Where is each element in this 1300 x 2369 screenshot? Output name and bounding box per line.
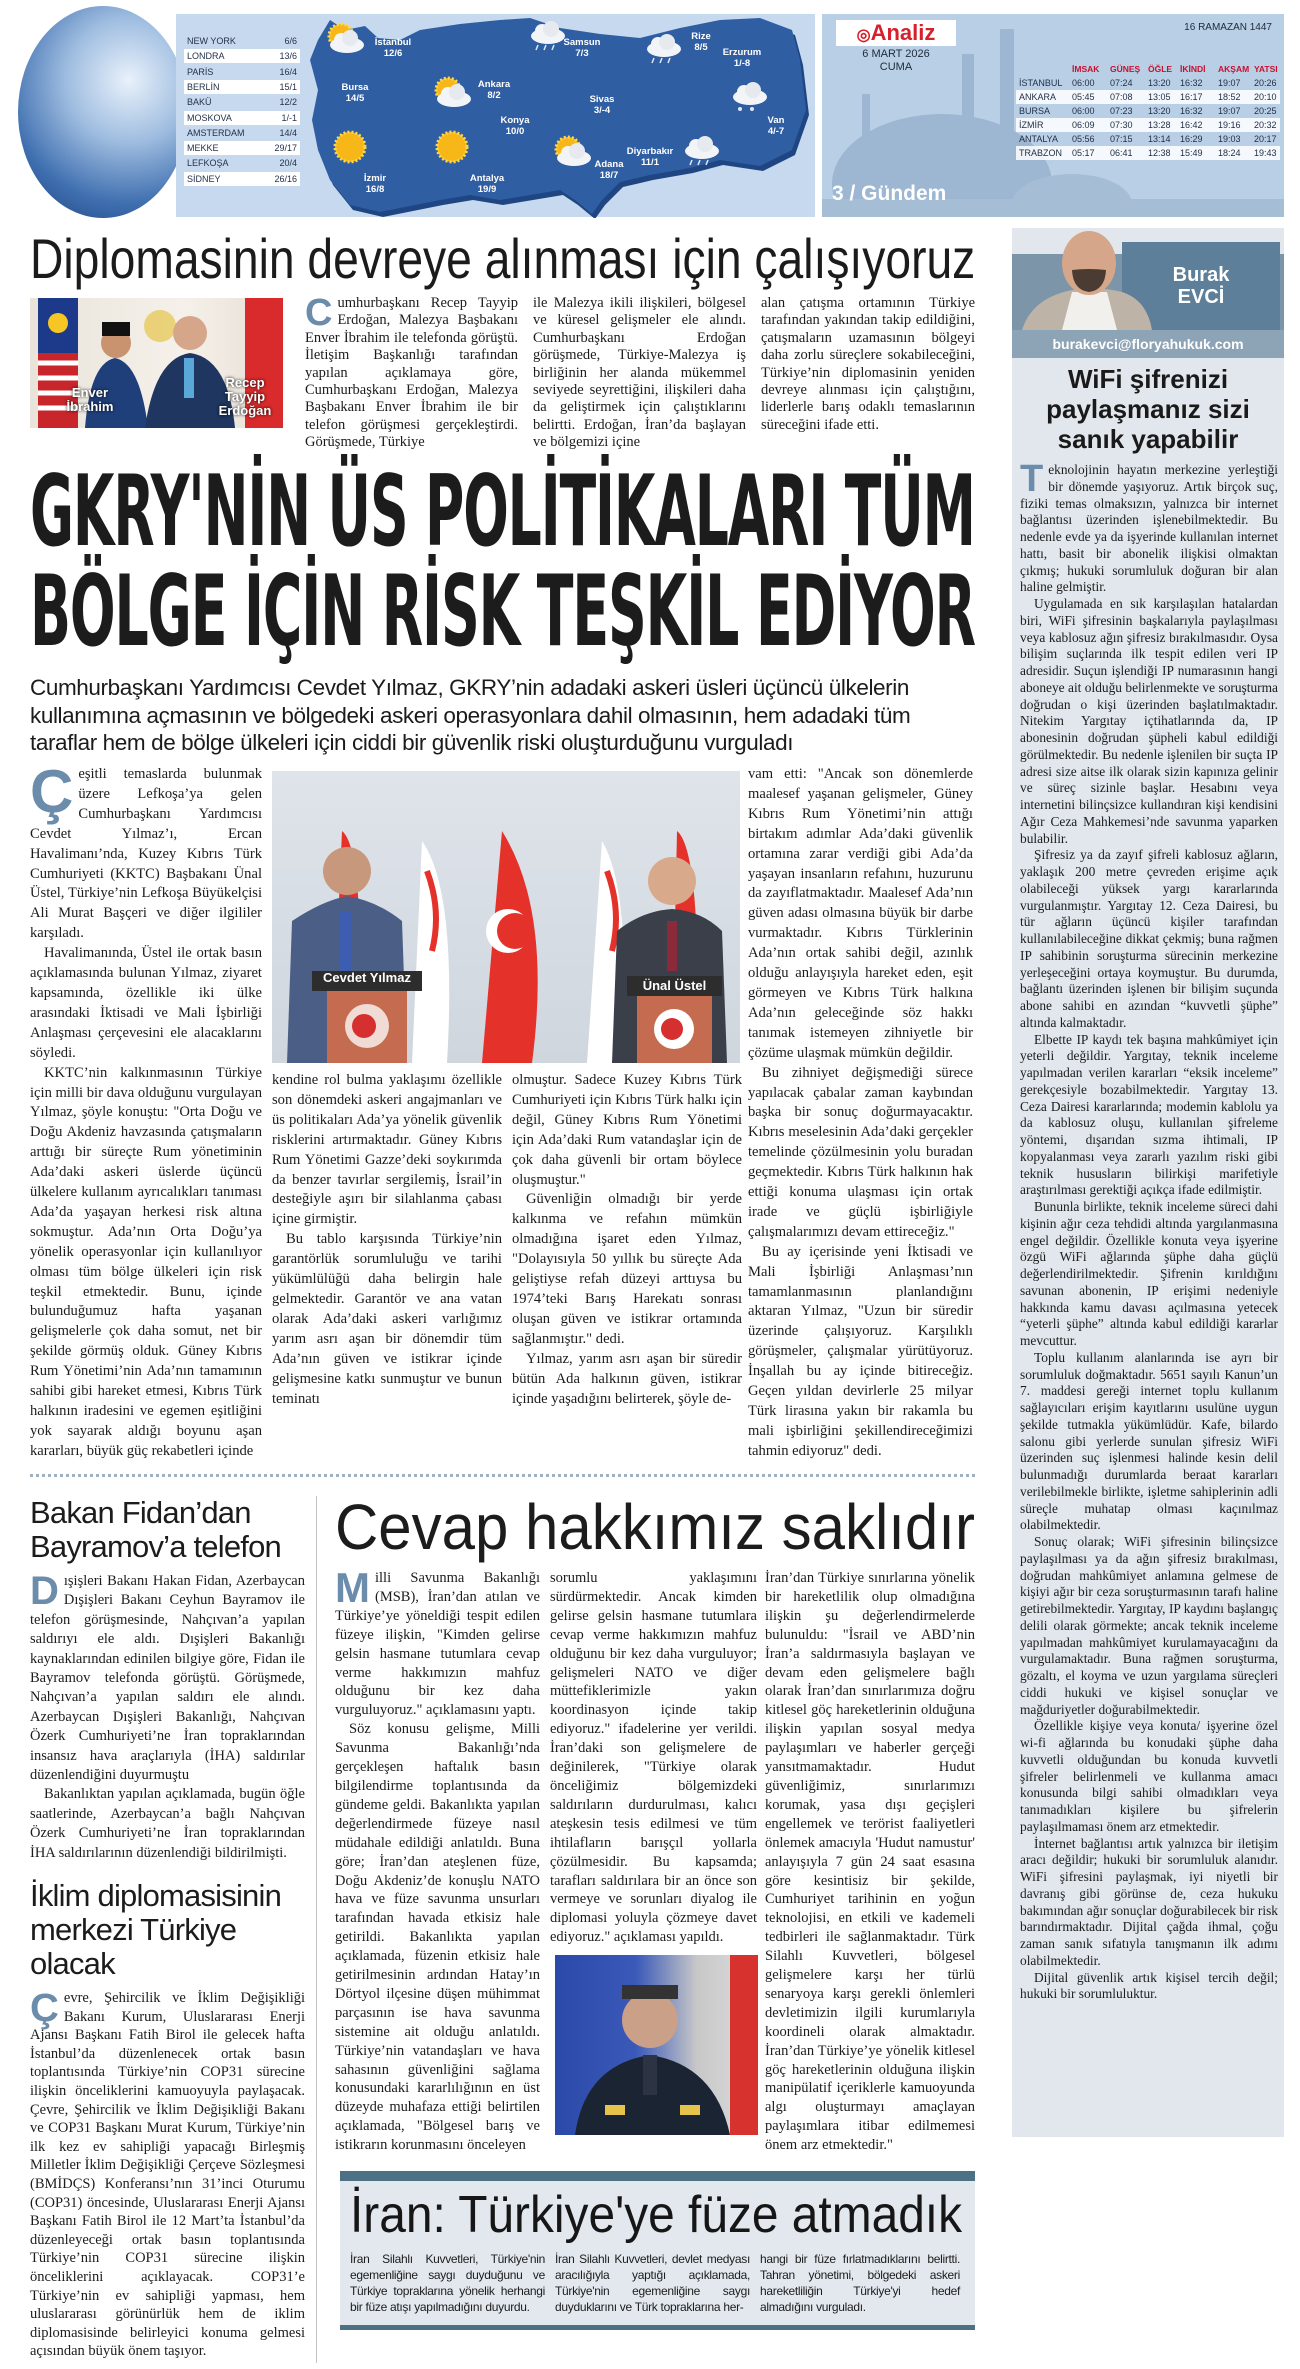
paragraph: Dijital güvenlik artık kişisel tercih değil; hukuki bir sorumluluktur. [1020,1969,1278,2002]
drop-cap: Ç [30,758,74,825]
prayer-row [1016,118,1280,132]
paragraph: Söz konusu gelişme, Milli Savunma Bakanlığı’nda gerçekleşen haftalık basın bilgilendirme toplantısında da gündeme geldi. Bakanlıkta yapılan değerlendirmede füzeye nasıl müdahale edildiği anlatıldı. Buna göre; İran’dan ateşlenen füze, Doğu Akdeniz’de konuşlu NATO hava ve füze savunma unsurları tarafından havada etkisiz hale getirildi. Bakanlıkta yapılan açıklamada, füzenin etkisiz hale getirilmesinin ardından Hatay’ın Dörtyol ilçesine düşen mühimmat parçasının ise hava savunma sistemine ait olduğu anlatıldı. Türkiye’nin vatandaşları ve hava sahasının güvenliğini sağlama konusundaki kararlılığının en üst düzeyde muhafaza ettiği belirtilen açıklamada, "Bölgesel barış ve istikrarın korunmasını önceleyen [335,1721,540,2154]
city-name: İSTANBUL [1019,78,1063,88]
paragraph: Özellikle kişiye veya konuta/ işyerine özel wi-fi ağlarında bu konudaki şüphe daha kuvvetli olduğundan bu konuda kuvvetli şifreler belirlenmeli ve kullanma amacı konusunda bilgi sahibi olmadıkları veya tanımadıkları kişilere bu şifrelerin paylaşılmaması önem arz etmektedir. [1020,1718,1278,1834]
temperature: 8/5 [694,42,708,53]
response-story-column-2 [550,1569,757,1947]
paragraph: Bakanlıktan yapılan açıklamada, bugün öğle saatlerinde, Azerbaycan’a bağlı Nahçıvan Özerk Cumhuriyeti’ne İran topraklarından İHA saldırılarının düzenlendiği bildirilmişti. [30,1786,305,1861]
city-name: İstanbul [374,37,412,48]
photo-caption-cevdet-yilmaz: Cevdet Yılmaz [323,970,411,985]
map-city-label [457,173,517,195]
paragraph: Bu tablo karşısında Türkiye’nin garantörlük sorumluluğu ve tarihi yükümlülüğü daha belirgin hale gelmektedir. Garantör ve ana vatan olarak Ada’daki askeri varlığımız yarım asrı aşan bir dönemdir tüm Ada’nın güven ve istikrar içinde gelişmesine katkı sunmuştur ve bunun teminatı [272,1231,502,1407]
map-city-label [325,82,385,104]
city-name: Bursa [341,82,369,93]
paragraph: İran’dan Türkiye sınırlarına yönelik bir hareketlilik olup olmadığına ilişkin şu değerlendirmelerde bulunuldu: "İsrail ve ABD’nin İran’a saldırmasıyla başlayan ve devam eden gelişmelere bağlı olarak İran’dan sınırlarımıza doğru kitlesel göç hareketlerinin olduğuna ilişkin yapılan sosyal medya paylaşımları ve haberler gerçeği yansıtmamaktadır. Hudut güvenliğimiz, sınırlarımızı korumak, yasa dışı geçişleri engellemek ve terörist faaliyetleri önlemek amacıyla 'Hudut namustur' anlayışıyla 7 gün 24 saat esasına göre kesintisiz bir şekilde, Cumhuriyet tarihinin en yoğun teknolojisi, en etkili ve kademeli tedbirleri ile sağlanmaktadır. Türk Silahlı Kuvvetleri, bölgesel gelişmelere karşı her türlü senaryoya karşı gerekli önlemleri devletimizin ilgili kurumlarıyla koordineli olarak almaktadır. İran’dan Türkiye’ye yönelik kitlesel göç hareketlerinin olduğuna ilişkin manipülatif içeriklerle kamuoyunda algı oluşturmayı amaçlayan paylaşımlara itibar edilmemesi önem arz etmektedir." [765,1570,975,2154]
iran-story-column-3 [760,2251,960,2315]
map-city-label [464,79,524,101]
temperature: 1/-1 [281,112,297,123]
temperature: 15/1 [279,81,297,92]
main-story-column-3 [512,1071,742,1409]
city-name: MEKKE [187,143,219,154]
city-name: TRABZON [1019,148,1063,158]
column-title: WiFi şifrenizi paylaşmanız sizi sanık yapabilir [1046,364,1250,454]
paragraph: Bununla birlikte, teknik inceleme süreci dahi kişinin ağır ceza tehdidi altında yargılanmasına engel değildir. Özellikle konuta veya işyerine özgü WiFi ağlarında şüphe daha güçlü değerlendirilmektedir. Şifrenin kırıldığını savunan abonenin, IP erişimi nedeniyle hakkında kamu davası açılmasına yetecek “yeterli şüphe” altında kabul edildiği kararlar mevcuttur. [1020,1199,1278,1348]
logo-swirl-icon: ◎ [856,27,871,44]
drop-cap: D [30,1569,59,1613]
paragraph: İran Silahlı Kuvvetleri, Türkiye'nin egemenliğine saygı duyduğunu ve Türkiye topraklarına yönelik herhangi bir füze atışı yapılmadığını duyurdu. [350,2252,545,2314]
map-city-label [345,173,405,195]
temperature: 19/9 [477,184,497,195]
prayer-time: 06:41 [1110,148,1133,158]
prayer-header: İKİNDİ [1180,64,1206,74]
city-name: MOSKOVA [187,112,232,123]
prayer-row [1016,104,1280,118]
city-name: ANKARA [1019,92,1057,102]
prayer-time: 06:09 [1072,120,1095,130]
paragraph: Güvenliğin olmadığı bir yerde kalkınma ve refahın mümkün olmadığına işaret eden Yılmaz, "Dolayısıyla 50 yıllık bu süreçte Ada geliştiyse refah düzeyi arttıysa bu 1974’teki Barış Harekatı sonrası oluşan güven ve istikrar ortamında sağlanmıştır." dedi. [512,1191,742,1347]
main-story-column-2 [272,1071,502,1409]
fidan-story-headline: Bakan Fidan’dan Bayramov’a telefon [30,1495,281,1564]
paragraph: Havalimanında, Üstel ile ortak basın açıklamasında bulunan Yılmaz, ziyaret kapsamında, özellikle iki ülke arasındaki İktisadi ve Mali İşbirliği Anlaşması çerçevesini ele alacaklarını söyledi. [30,945,262,1061]
paragraph: Bu ay içerisinde yeni İktisadi ve Mali İşbirliği Anlaşması’nın tamamlanmasının planlandığını aktaran Yılmaz, "Uzun bir süredir üzerinde çalışıyoruz. Karşılıklı görüşmeler, çalışmalar yürütüyoruz. İnşallah bu ay içinde bitireceğiz. Geçen yıldan devirlerle 25 milyar Türk lirasına yakın bir rakamla bu mali işbirliğini şekillendireceğimizi tahmin ediyoruz" dedi. [748,1243,973,1459]
city-name: İzmir [363,173,387,184]
prayer-time: 20:26 [1254,78,1277,88]
map-city-label [485,115,545,137]
prayer-time: 16:32 [1180,78,1203,88]
city-name: PARİS [187,66,214,77]
drop-cap: T [1020,458,1044,500]
temperature: 18/7 [599,170,619,181]
paragraph: İnternet bağlantısı artık yalnızca bir iletişim aracı değildir; hukuki bir sorumluluk alanıdır. WiFi şifresini paylaşmak, iyi niyetli bir davranış gibi görünse de, ceza hukuku bakımından ağır sonuçlar doğurabilecek bir risk barındırmaktadır. Dijital çağda ihmal, çoğu zaman sanık sıfatıyla tanışmanın ilk adımı olabilmektedir. [1020,1835,1278,1968]
main-headline-line-1: GKRY'NİN ÜS POLİTİKALARI TÜM [30,455,975,569]
city-name: Konya [500,115,530,126]
section-label: 3 / Gündem [832,182,947,205]
prayer-time: 05:56 [1072,134,1095,144]
city-name: Rize [691,31,711,42]
photo-caption-enver-ibrahim: Enver İbrahim [66,385,114,414]
main-headline-line-2-box [30,555,975,669]
temperature: 8/2 [487,90,501,101]
prayer-time: 18:24 [1218,148,1241,158]
paragraph: evre, Şehircilik ve İklim Değişikliği Bakanı Kurum, Uluslararası Enerji Ajansı Başkanı Fatih Birol ile gelecek hafta İstanbul’da düzenlenecek ortak basın toplantısında Türkiye’nin COP31 sürecine ilişkin önceliklerini kamuoyuyla paylaşacak. Çevre, Şehircilik ve İklim Değişikliği Bakanı ve COP31 Başkanı Murat Kurum, Türkiye’nin ilk kez ev sahipliği yapacağı Birleşmiş Milletler İklim Değişikliği Çerçeve Sözleşmesi (BMİDÇS) Konferansı’nın 31’inci Oturumu (COP31) öncesinde, Uluslararası Enerji Ajansı Başkanı Fatih Birol ile 12 Mart’ta İstanbul’da düzenleyeceği ortak basın toplantısında Türkiye’nin COP31 sürecine ilişkin önceliklerini açıklayacak. COP31’e Türkiye’nin ev sahipliği yapması, hem uluslararası görünürlük hem de iklim diplomasisinde belirleyici konuma gelmesi açısından büyük önem taşıyor. [30,1990,305,2360]
photo-caption-erdogan: Recep Tayyip Erdoğan [218,375,272,418]
prayer-time: 07:23 [1110,106,1133,116]
main-story-column-4 [748,765,973,1462]
climate-story-headline: İklim diplomasisinin merkezi Türkiye olacak [30,1878,282,1981]
msb-spokesman-photo-art [555,1955,758,2135]
paragraph: Sonuç olarak; WiFi şifresinin bilinçsizce paylaşılması ya da ağın şifresiz bırakılması, doğrudan mahkûmiyet anlamına gelmese de kişiyi ağır bir ceza soruşturmasının tarafı haline getirebilmektedir. Yargıtay, IP kaydını başlangıç delili olarak görmekte; ancak teknik inceleme yapılmadan mahkûmiyet kurulamayacağını da vurgulamaktadır. Buna rağmen soruşturma, gözaltı, el koyma ve uzun yargılama süreçleri ciddi hukuki ve kişisel sonuçlar ve mağduriyetler doğurabilmektedir. [1020,1534,1278,1717]
temperature: 14/4 [279,127,297,138]
prayer-time: 16:29 [1180,134,1203,144]
city-name: Samsun [563,37,601,48]
city-name: NEW YORK [187,36,236,46]
prayer-header-row [1016,62,1280,76]
prayer-header: AKŞAM [1218,64,1250,74]
prayer-time: 19:07 [1218,78,1241,88]
temperature: 7/3 [575,48,589,59]
paragraph: Bu zihniyet değişmediği sürece yapılacak çabalar zaman kaybından başka bir sonuç doğurmayacaktır. Kıbrıs meselesinin Ada’daki gerçekler temelinde çözülmesinin yolu buradan geçmektedir. Kıbrıs Türk halkının hak ettiği konuma ulaşması için ortak irade ve güçlü işbirliğiyle çalışmalarımızı devam ettireceğiz." [748,1064,973,1240]
response-story-headline-box [335,1492,975,1562]
temperature: 16/8 [365,184,385,195]
weather-prayer-header [0,0,1300,218]
city-name: BAKÜ [187,97,212,108]
prayer-row [1016,76,1280,90]
paragraph: Yılmaz, yarım asrı aşan bir süredir bütün Ada halkının güven, istikrar içinde yaşadığını belirterek, şöyle de- [512,1350,742,1407]
section-divider [30,1474,975,1477]
city-name: Diyarbakır [626,146,674,157]
top-story-column-3 [761,295,975,434]
top-story-column-2 [533,295,746,452]
paragraph: ile Malezya ikili ilişkileri, bölgesel ve küresel gelişmeler ele alındı. Cumhurbaşkanı Erdoğan görüşmede, Türkiye-Malezya iş birliğinin her alanda mükemmel seviyede seyrettiğini, ilişkileri daha da geliştirmek için çalıştıklarını belirtti. Erdoğan, İran’da başlayan ve bölgemizi içine [533,295,746,451]
top-story-photo [30,298,283,428]
column-body [1020,458,1278,2003]
drop-cap: C [305,292,333,334]
hijri-date: 16 RAMAZAN 1447 [1184,22,1272,33]
iran-story-headline-box [350,2185,962,2245]
prayer-time: 20:32 [1254,120,1277,130]
temperature: 11/1 [641,157,659,168]
prayer-header: GÜNEŞ [1110,64,1141,74]
prayer-time: 05:17 [1072,148,1095,158]
author-portrait [1017,228,1152,330]
prayer-row [1016,146,1280,160]
paragraph: illi Savunma Bakanlığı (MSB), İran’dan atılan ve Türkiye’ye yöneldiği tespit edilen füzeye ilişkin, "Kimden gelirse gelsin hasmane tutumlara cevap verme hakkımızın mahfuz olduğunu bir kez daha vurguluyoruz." açıklamasını yaptı. [335,1570,540,1719]
paragraph: Uygulamada en sık karşılaşılan hatalardan biri, WiFi şifresinin başkalarıyla paylaşılması veya kablosuz ağın şifresiz bırakılmasıdır. Oysa bilişim suçlarında ilk tespit edilen veri IP adresidir. Suçun işlendiği IP numarasının hangi aboneye ait olduğu belirlenmekte ve soruşturma doğrudan o kişi üzerinden başlatılmaktadır. Nitekim Yargıtay içtihatlarında da, IP abonesinin doğrudan şüpheli kabul edildiği görülmektedir. Bu nedenle işlenilen bir suçta IP adresi size aitse ilk olarak sizin kapınıza gelinir ve süreç sizinle başlar. Hesabını veya internetini bilinçsizce kullandıran kişi kendisini Ağır Ceza Mahkemesi’nde savunma yaparken bulabilir. [1020,596,1278,846]
prayer-times-panel [822,14,1284,217]
prayer-time: 13:28 [1148,120,1171,130]
city-name: AMSTERDAM [187,127,245,138]
snow-weather-icon [726,73,770,113]
paragraph: sorumlu yaklaşımını sürdürmektedir. Ancak kimden gelirse gelsin hasmane tutumlara cevap verme hakkımızın mahfuz olduğunu bir kez daha vurguluyor; gelişmeleri NATO ve diğer müttefiklerimizle yakın koordinasyon içinde takip ediyoruz." ifadelerine yer verildi. İran’daki son gelişmelere de değinilerek, "Türkiye olarak önceliğimiz bölgemizdeki saldırıların durdurulması, kalıcı ateşkesin tesis edilmesi ve tüm ihtilafların barışçıl yollarla çözülmesidir. Bu kapsamda; tarafları saldırılara bir an önce son vermeye ve sorunları diyalog ile diplomasi yoluyla çözmeye davet ediyoruz." açıklaması yapıldı. [550,1570,757,1946]
prayer-header: ÖĞLE [1148,64,1173,74]
prayer-time: 15:49 [1180,148,1203,158]
prayer-time: 07:08 [1110,92,1133,102]
prayer-time: 07:15 [1110,134,1133,144]
prayer-time: 20:25 [1254,106,1277,116]
main-headline-line-2: BÖLGE İÇİN RİSK TEŞKİL EDİYOR [30,555,975,669]
map-city-label [746,115,806,137]
temperature: 1/-8 [733,58,751,69]
prayer-time: 07:30 [1110,120,1133,130]
city-name: SİDNEY [187,173,221,184]
prayer-time: 16:32 [1180,106,1203,116]
prayer-time: 07:24 [1110,78,1133,88]
logo-text: Analiz [870,20,936,45]
fidan-story-body [30,1569,305,1863]
prayer-time: 05:45 [1072,92,1095,102]
top-story-headline: Diplomasinin devreye alınması için çalışıyoruz [30,227,976,290]
paragraph: eknolojinin hayatın merkezine yerleştiği bir dönemde yaşıyoruz. Artık birçok suç, fiziki temas olmaksızın, yalnızca bir internet bağlantısı üzerinden işlenebilmektedir. Bu nedenle evde ya da işyerinde kullanılan internet hattı, basit bir abonelik ilişkisi olmaktan çıkmış; hukuki sorumluluk doğuran bir alan haline gelmiştir. [1020,462,1278,595]
city-name: Antalya [469,173,505,184]
rain-weather-icon [678,127,722,167]
iran-story-headline: İran: Türkiye'ye füze atmadık [350,2186,963,2244]
temperature: 4/-7 [767,126,785,137]
prayer-time: 19:03 [1218,134,1241,144]
paragraph: umhurbaşkanı Recep Tayyip Erdoğan, Malezya Başbakanı Enver İbrahim ile telefonda görüştü. İletişim Başkanlığı tarafından yapılan açıklamaya göre, Cumhurbaşkanı Erdoğan, Malezya Başbakanı Enver İbrahim ile bir telefon görüşmesi gerçekleştirdi. Görüşmede, Türkiye [305,295,518,451]
temperature: 29/17 [274,143,297,154]
prayer-row [1016,90,1280,104]
temperature: 13/6 [279,51,297,62]
paragraph: kendine rol bulma yaklaşımı özellikle son dönemdeki askeri angajmanları ve üs politikaları Ada’ya yönelik güvenlik risklerini artırmaktadır. Güney Kıbrıs Rum Yönetimi Gazze’deki soykırımda da benzer tavırlar sergilemiş, İsrail’in desteğiyle aşırı bir silahlanma çabası içine girmiştir. [272,1072,502,1228]
prayer-time: 13:05 [1148,92,1171,102]
city-name: Van [767,115,785,126]
top-story-headline-box [30,228,975,290]
map-city-label [712,47,772,69]
prayer-time: 20:17 [1254,134,1277,144]
iran-story-column-2 [555,2251,750,2315]
prayer-time: 06:00 [1072,78,1095,88]
city-name: BURSA [1019,106,1051,116]
city-name: ANTALYA [1019,134,1059,144]
city-name: Adana [594,159,624,170]
paragraph: Toplu kullanım alanlarında ise ayrı bir sorumluluk doğmaktadır. 5651 sayılı Kanun’un 7. maddesi gereği internet toplu kullanım sağlayıcıları erişim kayıtlarını usulüne uygun şekilde tutmakla yükümlüdür. Kafe, bilardo salonu gibi yerlerde sunulan şifresiz WiFi üzerinden suç işlenmesi halinde kesin delil bulunmadığı durumlarda beraat kararları verilebilmekle birlikte, işletme sahiplerinin adli süreçle muhatap olması kaçınılmaz olabilmektedir. [1020,1349,1278,1533]
prayer-header: YATSI [1254,64,1278,74]
city-name: BERLİN [187,81,220,92]
paragraph: olmuştur. Sadece Kuzey Kıbrıs Türk Cumhuriyeti için Kıbrıs Türk halkı için değil, Güney Kıbrıs Rum Yönetimi için Ada’daki Rum vatandaşlar için de çok daha güvenli bir ortam böylece oluşmuştur." [512,1072,742,1188]
prayer-time: 19:43 [1254,148,1277,158]
prayer-time: 12:38 [1148,148,1171,158]
main-story-photo [272,771,740,1063]
city-name: Erzurum [722,47,762,58]
prayer-time: 19:07 [1218,106,1241,116]
iran-story-box [340,2171,975,2330]
temperature: 3/-4 [593,105,611,116]
sun-weather-icon [430,127,474,167]
prayer-time: 13:20 [1148,78,1171,88]
prayer-time: 13:14 [1148,134,1171,144]
iran-story-column-1 [350,2251,545,2315]
paragraph: hangi bir füze fırlatmadıklarını belirtti. Tahran yönetimi, bölgedeki askeri hareketliliğin Türkiye'yi hedef almadığını vurguladı. [760,2252,960,2314]
paragraph: vam etti: "Ancak son dönemlerde maalesef yaşanan gelişmeler, Güney Kıbrıs Rum Yönetimi’nin attığı birtakım adımlar Ada’daki güvenlik ortamına zarar verdiği gibi Ada’da yaşayan insanların refahını, huzurunu da zayıflatmaktadır. Maalesef Ada’nın güven adası olmasına büyük bir darbe vurmaktadır. Kıbrıs Türklerinin Ada’nın ortak sahibi değil, azınlık olduğu anlayışıyla hareket eden, eşit görmeyen ve Kıbrıs Türk halkına Ada’nın geleceğinde söz hakkı tanımak istemeyen zihniyetle bir çözüme ulaşmak mümkün değildir. [748,766,973,1061]
sun-weather-icon [328,127,372,167]
prayer-row [1016,132,1280,146]
column-divider [316,1496,317,2363]
partly-cloudy-weather-icon [323,21,367,61]
map-city-label [363,37,423,59]
author-email[interactable]: burakevci@floryahukuk.com [1012,330,1284,358]
paragraph: Elbette IP kaydı tek başına mahkûmiyet için yeterli değildir. Yargıtay, teknik inceleme yapılmadan verilen kararları “eksik inceleme” gerekçesiyle bozabilmektedir. Yargıtay 13. Ceza Dairesi kararlarında; modemin kablolu ya da kablosuz oluşu, kullanılan şifreleme yöntemi, dışarıdan sızma ihtimali, IP kopyalanması veya zararlı yazılım riski gibi teknik hususların bilirkişi marifetiyle araştırılması gerektiği açıkça ifade edilmiştir. [1020,1031,1278,1198]
prayer-time: 16:17 [1180,92,1203,102]
temperature: 6/6 [284,36,297,46]
prayer-header: İMSAK [1072,64,1100,74]
paragraph: İran Silahlı Kuvvetleri, devlet medyası aracılığıyla yaptığı açıklamada, Türkiye'nin egemenliğine saygı duyduklarını ve Türk topraklarına her- [555,2252,750,2314]
temperature: 20/4 [279,158,297,169]
analiz-logo [836,20,956,46]
paragraph: KKTC’nin kalkınmasının Türkiye için milli bir dava olduğunu vurgulayan Yılmaz, şöyle konuştu: "Orta Doğu ve Doğu Akdeniz havzasında çatışmaların arttığı bir süreçte Rum yönetiminin Ada’daki askeri üslerde üçüncü ülkelere kullanım ayrıcalıkları tanıması Ada’da yaşayan herkesi risk altına sokmuştur. Ada’nın Orta Doğu’ya yönelik operasyonlar için kullanılıyor olması tüm bölge ülkeleri için risk teşkil etmektedir. Bunu, içinde bulunduğumuz hafta yaşanan gelişmelerle çok daha somut, net bir şekilde görmüş olduk. Güney Kıbrıs Rum Yönetimi’nin Ada’nın tamamının sahibi gibi hareket etmesi, Kıbrıs Türk halkının iradesini ve egemen eşitliğini yok sayarak aldığı boyunu aşan kararları, büyük güç rekabetleri içinde [30,1064,262,1459]
temperature: 16/4 [279,66,297,77]
prayer-time: 19:16 [1218,120,1241,130]
prayer-time: 16:42 [1180,120,1203,130]
author-last-name: EVCİ [1177,286,1225,308]
paragraph: alan çatışma ortamının Türkiye tarafından yakından takip edildiğini, çatışmaların uzamasının bölgeyi daha zorlu süreçlere sokabileceğini, Türkiye’nin diplomasinin yeniden devreye alınması için çalıştığını, liderlerle barış odaklı temaslarının süreceğini ifade etti. [761,295,975,433]
temperature: 10/0 [505,126,525,137]
map-city-label [579,159,639,181]
top-story-column-1 [305,292,518,452]
map-city-label [552,37,612,59]
prayer-time: 06:00 [1072,106,1095,116]
city-name: LONDRA [187,51,225,62]
paragraph: ışişleri Bakanı Hakan Fidan, Azerbaycan Dışişleri Bakanı Ceyhun Bayramov ile telefon görüşmesinde, Nahçıvan’a yapılan saldırıyı ele aldı. Dışişleri Bakanlığı kaynaklarından edinilen bilgiye göre, Fidan ile Bayramov telefonda görüştü. Görüşmede, Nahçıvan’a yapılan saldırı ele alındı. Azerbaycan Dışişleri Bakanlığı, Nahçıvan Özerk Cumhuriyeti’ne İran topraklarından insansız hava araçlarıyla (İHA) saldırılar düzenlendiğini duyurmuştu [30,1573,305,1784]
map-city-label [572,94,632,116]
author-first-name: Burak [1172,264,1230,286]
prayer-time: 13:20 [1148,106,1171,116]
city-name: İZMİR [1019,120,1044,130]
main-story-deck: Cumhurbaşkanı Yardımcısı Cevdet Yılmaz, GKRY’nin adadaki askeri üsleri üçüncü ülkelerin kullanımına açmasının ve bölgedeki askeri operasyonlara dahil olmasının, hem adadaki tüm taraflar hem de bölge ülkeleri için ciddi bir güvenlik riski oluşturduğunu vurguladı [30,675,911,755]
main-story-column-1 [30,758,262,1462]
paragraph: Şifresiz ya da zayıf şifreli kablosuz ağların, yaklaşık 200 metre çevreden erişime açık olabileceği yüksek yargı kararlarında vurgulanmıştır. Yargıtay 12. Ceza Dairesi, bu tür ağların üçüncü kişiler tarafından kullanılabileceğine dikkat çekmiş; buna rağmen IP sahibinin soruşturma sürecinin merkezine yerleşeceğini ortaya koymuştur. Bu durumda, bağlantı üzerinden işlenen bir bilişim suçunda abone sahibi en azından “kuvvetli şüphe” altında kalmaktadır. [1020,847,1278,1030]
issue-day: CUMA [879,61,913,73]
city-name: Sivas [589,94,615,105]
temperature: 26/16 [274,173,297,184]
paragraph: eşitli temaslarda bulunmak üzere Lefkoşa’ya gelen Cumhurbaşkanı Yardımcısı Cevdet Yılmaz’ı, Ercan Havalimanı’nda, Kuzey Kıbrıs Türk Cumhuriyeti (KKTC) Başbakanı Ünal Üstel, Türkiye’nin Lefkoşa Büyükelçisi Ali Murat Başçeri ve diğer ilgililer karşıladı. [30,766,262,942]
photo-caption-unal-ustel: Ünal Üstel [642,978,707,993]
response-story-column-3 [765,1569,975,2155]
drop-cap: Ç [30,1986,59,2030]
response-story-photo [555,1955,758,2135]
drop-cap: M [335,1564,370,1611]
response-story-headline: Cevap hakkımız saklıdır [335,1491,975,1563]
temperature: 14/5 [345,93,365,104]
city-name: LEFKOŞA [187,158,229,169]
city-name: Ankara [477,79,511,90]
temperature: 12/2 [279,97,297,108]
issue-date: 6 MART 2026 [862,48,930,60]
prayer-time: 18:52 [1218,92,1241,102]
main-headline-line-1-box [30,455,975,569]
climate-story-body [30,1986,305,2361]
response-story-column-1 [335,1564,540,2155]
yilmaz-ustel-photo-art [272,771,740,1063]
prayer-time: 20:10 [1254,92,1277,102]
temperature: 12/6 [383,48,403,59]
columnist-sidebar [1012,228,1284,2137]
